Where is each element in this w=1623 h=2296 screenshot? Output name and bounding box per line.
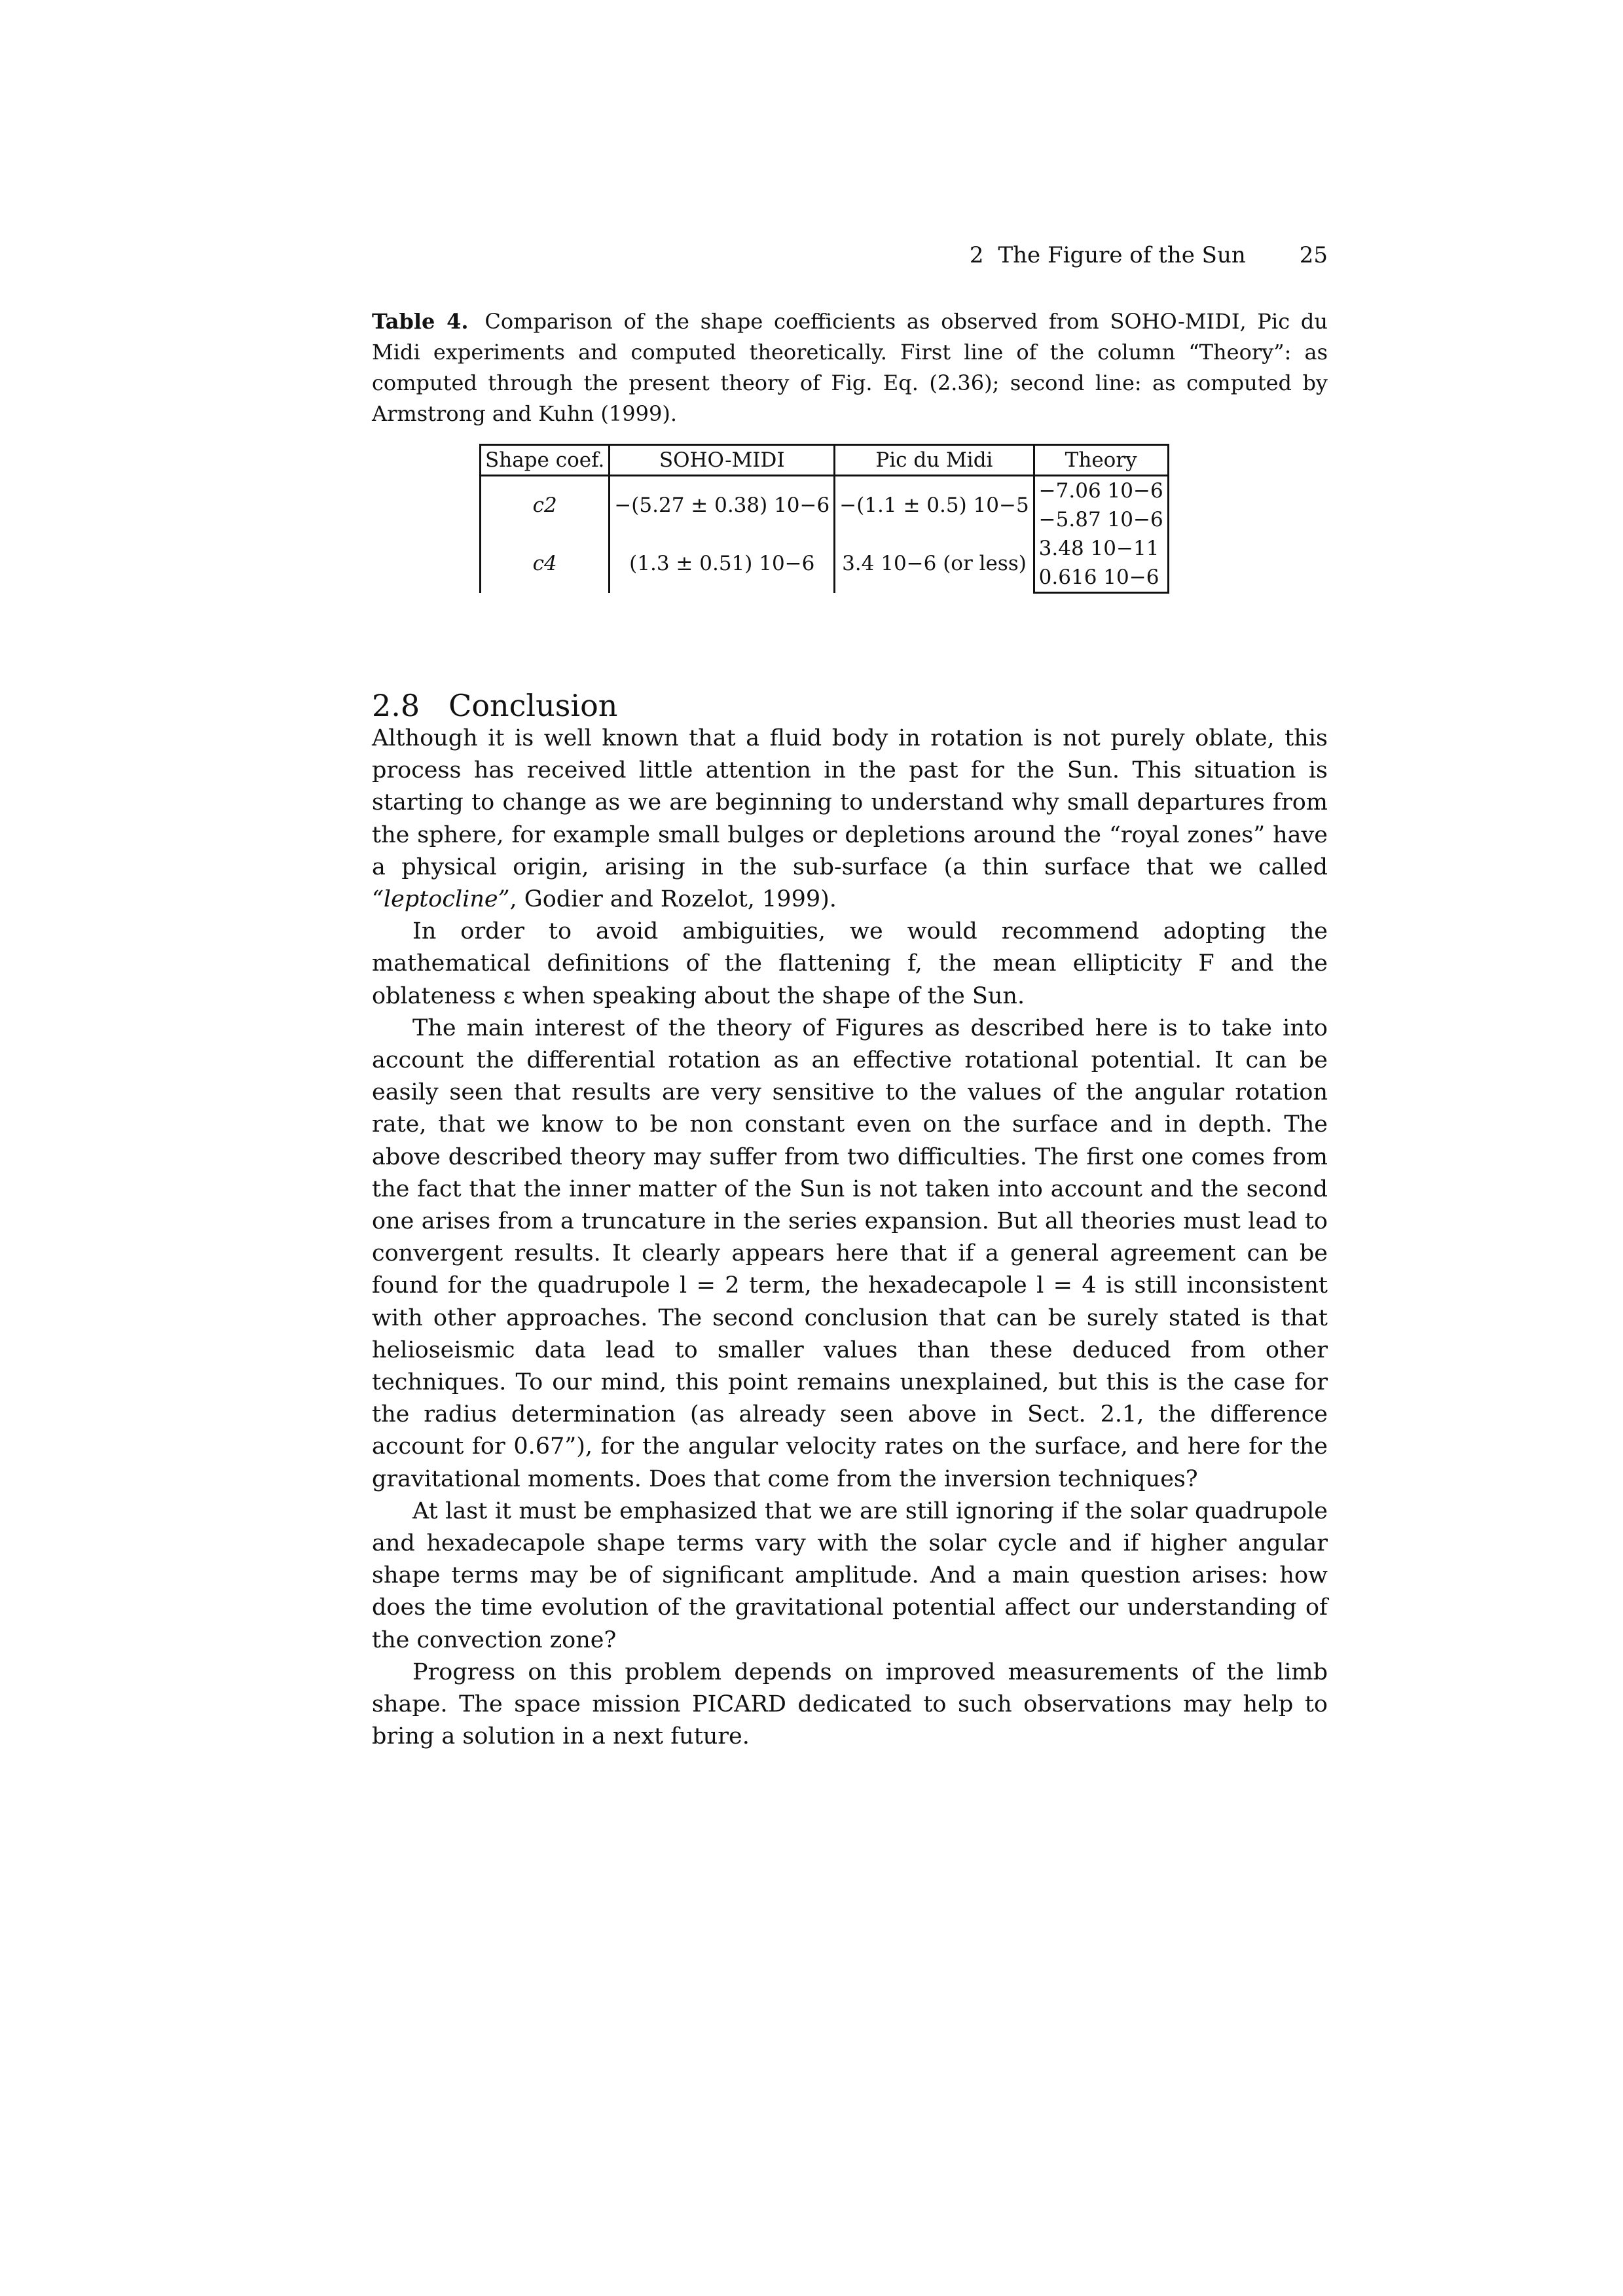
page-number: 25 bbox=[1299, 242, 1328, 268]
col-header: Shape coef. bbox=[481, 445, 610, 476]
table-row bbox=[481, 476, 1169, 506]
table-cell: 3.48 10−11 bbox=[1034, 534, 1168, 563]
table-caption bbox=[372, 306, 1328, 429]
paragraph: Progress on this problem depends on improved measurements of the limb shape. The space mission PICARD dedicated to such observations may help to bring a solution in a next future. bbox=[372, 1659, 1328, 1750]
shape-coefficients-table bbox=[479, 444, 1169, 594]
paragraph: At last it must be emphasized that we are still ignoring if the solar quadrupole and hexadecapole shape terms vary with the solar cycle and if higher angular shape terms may be of significant amplitude. And a main question arises: how does the time evolution of the gravitational potential affect our understanding of the convection zone? bbox=[372, 1498, 1328, 1653]
emphasized-term: “leptocline” bbox=[372, 886, 510, 913]
table-header-row bbox=[481, 445, 1169, 476]
table-cell: −7.06 10−6 bbox=[1034, 476, 1168, 506]
running-head bbox=[869, 242, 1328, 268]
table-row bbox=[481, 534, 1169, 563]
section-title: Conclusion bbox=[448, 688, 618, 724]
col-header: Pic du Midi bbox=[835, 445, 1034, 476]
paragraph: In order to avoid ambiguities, we would recommend adopting the mathematical definitions of the flattening f, the mean ellipticity F and the oblateness ε when speaking about the shape of the Sun. bbox=[372, 918, 1328, 1009]
chapter-title: The Figure of the Sun bbox=[998, 242, 1246, 268]
table-cell: −5.87 10−6 bbox=[1034, 505, 1168, 534]
col-header: Theory bbox=[1034, 445, 1168, 476]
section-number: 2.8 bbox=[372, 688, 420, 724]
table-cell-coef: c4 bbox=[481, 534, 610, 593]
chapter-number: 2 bbox=[969, 242, 984, 268]
section-heading bbox=[372, 686, 617, 725]
paragraph-text: Although it is well known that a fluid body in rotation is not purely oblate, this process has received little attention in the past for the Sun. This situation is starting to change as we are beginning to understand why small departures from the sphere, for example small bulges or depletions around the “royal zones” have a physical origin, arising in the sub-surface (a thin surface that we called bbox=[372, 725, 1328, 880]
section-body bbox=[372, 723, 1328, 1753]
paragraph bbox=[372, 723, 1328, 916]
paragraph-tail: , Godier and Rozelot, 1999). bbox=[509, 886, 837, 913]
table-cell: −(1.1 ± 0.5) 10−5 bbox=[835, 476, 1034, 535]
table-cell-coef: c2 bbox=[481, 476, 610, 535]
table-cell: (1.3 ± 0.51) 10−6 bbox=[610, 534, 835, 593]
table-cell: 0.616 10−6 bbox=[1034, 563, 1168, 593]
table-cell: −(5.27 ± 0.38) 10−6 bbox=[610, 476, 835, 535]
col-header: SOHO-MIDI bbox=[610, 445, 835, 476]
caption-label: Table 4. bbox=[372, 309, 469, 334]
paragraph: The main interest of the theory of Figures as described here is to take into account the differential rotation as an effective rotational potential. It can be easily seen that results are very sensitive to the values of the angular rotation rate, that we know to be non constant even on the surface and in depth. The above described theory may suffer from two difficulties. The first one comes from the fact that the inner matter of the Sun is not taken into account and the second one arises from a truncature in the series expansion. But all theories must lead to convergent results. It clearly appears here that if a general agreement can be found for the quadrupole l = 2 term, the hexadecapole l = 4 is still inconsistent with other approaches. The second conclusion that can be surely stated is that helioseismic data lead to smaller values than these deduced from other techniques. To our mind, this point remains unexplained, but this is the case for the radius determination (as already seen above in Sect. 2.1, the difference account for 0.67”), for the angular velocity rates on the surface, and here for the gravitational moments. Does that come from the inversion techniques? bbox=[372, 1014, 1328, 1492]
caption-text: Comparison of the shape coefficients as observed from SOHO-MIDI, Pic du Midi experiments and computed theoretically. First line of the column “Theory”: as computed through the present theory of Fig. Eq. (2.36); second line: as computed by Armstrong and Kuhn (1999). bbox=[372, 309, 1328, 426]
table-cell: 3.4 10−6 (or less) bbox=[835, 534, 1034, 593]
